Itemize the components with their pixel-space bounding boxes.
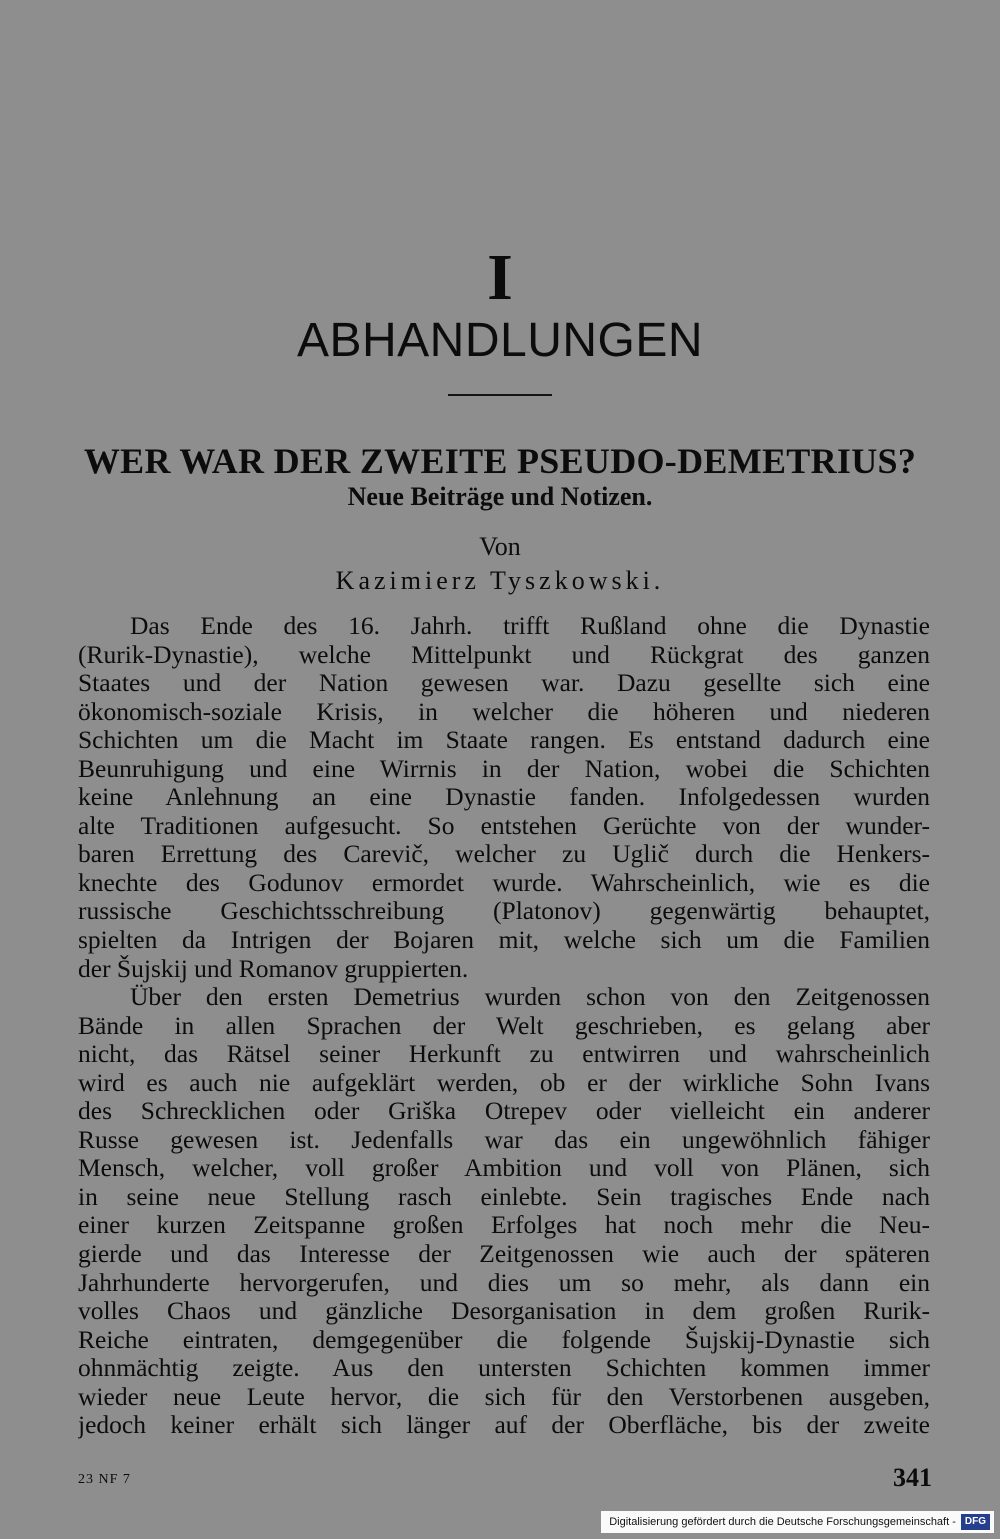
- byline-author: Kazimierz Tyszkowski.: [335, 566, 665, 595]
- digitization-credit: [601, 1511, 994, 1533]
- text-line: nicht, das Rätsel seiner Herkunft zu entwirren und wahrscheinlich: [78, 1040, 930, 1069]
- text-line: Beunruhigung und eine Wirrnis in der Nation, wobei die Schichten: [78, 754, 930, 783]
- article-title: WER WAR DER ZWEITE PSEUDO-DEMETRIUS?: [83, 441, 917, 481]
- text-line: volles Chaos und gänzliche Desorganisation in dem großen Rurik-: [78, 1297, 930, 1326]
- text-line: spielten da Intrigen der Bojaren mit, welche sich um die Familien: [78, 926, 930, 955]
- text-line: baren Errettung des Carevič, welcher zu Uglič durch die Henkers-: [78, 840, 930, 869]
- text-line: Staates und der Nation gewesen war. Dazu gesellte sich eine: [78, 669, 930, 698]
- text-line: Russe gewesen ist. Jedenfalls war das ein ungewöhnlich fähiger: [78, 1125, 930, 1154]
- body-text: [78, 612, 930, 1440]
- part-title: ABHANDLUNGEN: [296, 314, 704, 367]
- text-line: Das Ende des 16. Jahrh. trifft Rußland ohne die Dynastie: [130, 612, 930, 640]
- text-line: wird es auch nie aufgeklärt werden, ob er der wirkliche Sohn Ivans: [78, 1068, 930, 1097]
- text-line: des Schrecklichen oder Griška Otrepev oder vielleicht ein anderer: [78, 1097, 930, 1126]
- text-line: Bände in allen Sprachen der Welt geschrieben, es gelang aber: [78, 1011, 930, 1040]
- text-line: einer kurzen Zeitspanne großen Erfolges hat noch mehr die Neu-: [78, 1211, 930, 1240]
- dfg-logo-icon: DFG: [961, 1514, 990, 1530]
- text-line: wieder neue Leute hervor, die sich für den Verstorbenen ausgeben,: [78, 1382, 930, 1411]
- text-line: gierde und das Interesse der Zeitgenossen wie auch der späteren: [78, 1240, 930, 1269]
- text-line: in seine neue Stellung rasch einlebte. Sein tragisches Ende nach: [78, 1182, 930, 1211]
- text-line: (Rurik-Dynastie), welche Mittelpunkt und Rückgrat des ganzen: [78, 640, 930, 669]
- text-line: ohnmächtig zeigte. Aus den untersten Schichten kommen immer: [78, 1354, 930, 1383]
- text-line: der Šujskij und Romanov gruppierten.: [78, 954, 469, 983]
- printer-signature: 23 NF 7: [78, 1472, 131, 1487]
- text-line: keine Anlehnung an eine Dynastie fanden. Infolgedessen wurden: [78, 783, 930, 812]
- text-line: russische Geschichtsschreibung (Platonov) gegenwärtig behauptet,: [78, 897, 930, 926]
- title-divider: [448, 394, 552, 396]
- credit-text: Digitalisierung gefördert durch die Deutsche Forschungsgemeinschaft -: [609, 1516, 956, 1528]
- text-line: jedoch keiner erhält sich länger auf der Oberfläche, bis der zweite: [78, 1411, 930, 1440]
- text-line: Mensch, welcher, voll großer Ambition und voll von Plänen, sich: [78, 1154, 930, 1183]
- byline-von: Von: [479, 532, 521, 561]
- part-numeral: I: [487, 241, 513, 314]
- page-number: 341: [893, 1463, 932, 1492]
- text-line: knechte des Godunov ermordet wurde. Wahrscheinlich, wie es die: [78, 868, 930, 897]
- text-line: Schichten um die Macht im Staate rangen. Es entstand dadurch eine: [78, 726, 930, 755]
- text-line: ökonomisch-soziale Krisis, in welcher die höheren und niederen: [78, 697, 930, 726]
- text-line: Über den ersten Demetrius wurden schon von den Zeitgenossen: [130, 983, 930, 1012]
- text-line: Reiche eintraten, demgegenüber die folgende Šujskij-Dynastie sich: [78, 1325, 930, 1354]
- text-line: alte Traditionen aufgesucht. So entstehen Gerüchte von der wunder-: [78, 811, 930, 840]
- article-subtitle: Neue Beiträge und Notizen.: [347, 482, 653, 511]
- text-line: Jahrhunderte hervorgerufen, und dies um so mehr, als dann ein: [78, 1268, 930, 1297]
